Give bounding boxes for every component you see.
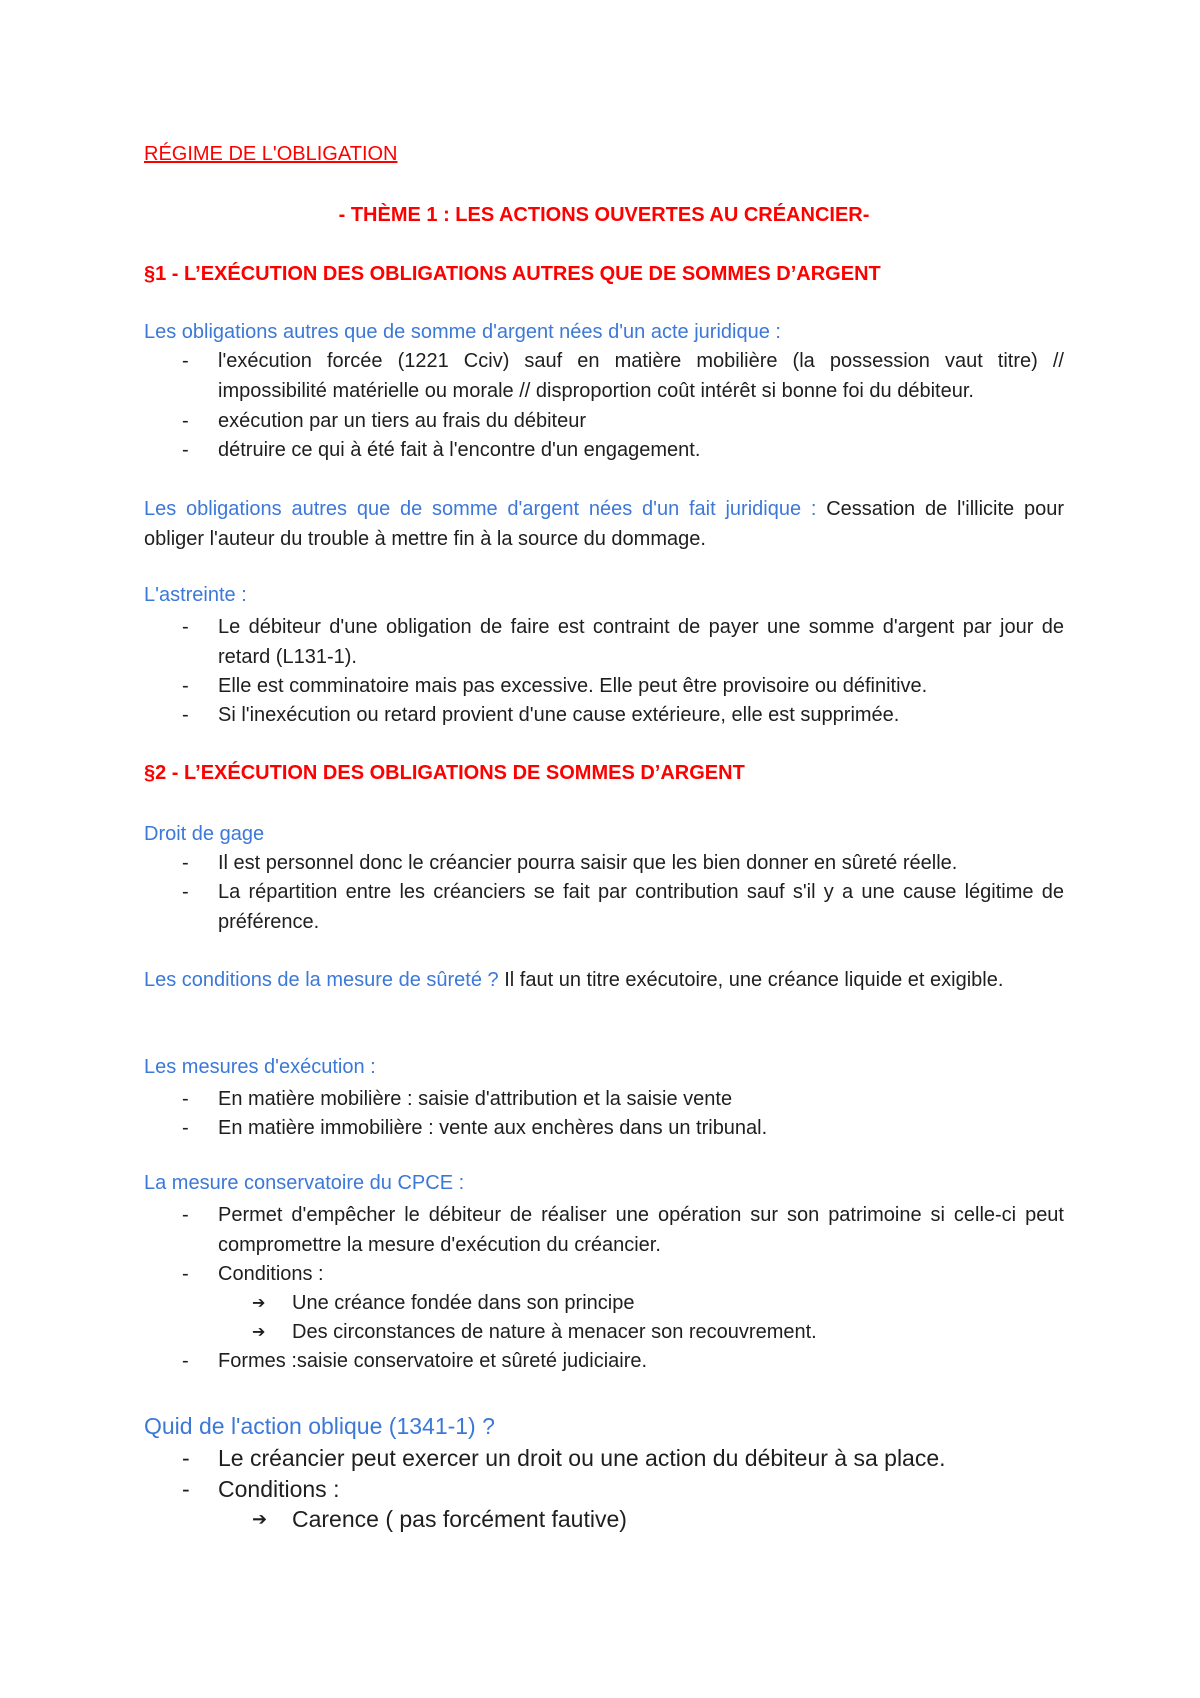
list-item-text: En matière mobilière : saisie d'attribution et la saisie vente [218,1088,733,1110]
sub-list-item-text: Une créance fondée dans son principe [292,1292,635,1314]
list-item [144,1114,1064,1144]
arrow-icon: ➔ [252,1295,266,1312]
bullet-dash: - [182,704,189,726]
fait-text: Cessation de l'illicite pour obliger l'auteur du trouble à mettre fin à la source du dommage. [144,498,1064,550]
bullet-dash: - [182,1263,189,1285]
list-item-text: Le créancier peut exercer un droit ou une action du débiteur à sa place. [218,1445,946,1471]
list-item [144,436,1064,466]
list-item [144,613,1064,672]
list-item [144,1085,1064,1115]
document-title: RÉGIME DE L'OBLIGATION [144,143,398,165]
list-item [144,878,1064,937]
list-item [144,1260,1064,1290]
theme-heading: - THÈME 1 : LES ACTIONS OUVERTES AU CRÉANCIER- [338,204,870,226]
bullet-dash: - [182,852,189,874]
sub-list-item [144,1318,1064,1348]
sub-list-item [144,1505,1064,1535]
arrow-icon: ➔ [252,1324,266,1341]
list-item [144,1201,1064,1260]
gage-heading: Droit de gage [144,823,265,845]
list-item-text: Conditions : [218,1476,340,1502]
list-item [144,407,1064,437]
arrow-icon: ➔ [252,1509,268,1529]
conditions-text: Il faut un titre exécutoire, une créance liquide et exigible. [504,969,1004,991]
list-item [144,672,1064,702]
list-item-text: Le débiteur d'une obligation de faire est contraint de payer une somme d'argent par jour de retard (L131-1). [218,616,1064,668]
list-item-text: Elle est comminatoire mais pas excessive. Elle peut être provisoire ou définitive. [218,675,928,697]
list-item-text: Formes :saisie conservatoire et sûreté judiciaire. [218,1350,648,1372]
bullet-dash: - [182,439,189,461]
list-item [144,1474,1064,1505]
sub-list-item-text: Carence ( pas forcément fautive) [292,1506,627,1532]
sub-list-item-text: Des circonstances de nature à menacer son recouvrement. [292,1321,817,1343]
list-item-text: détruire ce qui à été fait à l'encontre d'un engagement. [218,439,701,461]
list-item [144,701,1064,731]
list-item-text: La répartition entre les créanciers se fait par contribution sauf s'il y a une cause légitime de préférence. [218,881,1064,933]
list-item-text: Si l'inexécution ou retard provient d'une cause extérieure, elle est supprimée. [218,704,900,726]
conditions-paragraph [144,966,1064,996]
bullet-dash: - [182,1088,189,1110]
bullet-dash: - [182,881,189,903]
list-item-text: exécution par un tiers au frais du débiteur [218,410,586,432]
cpce-heading: La mesure conservatoire du CPCE : [144,1172,465,1194]
list-item [144,849,1064,879]
list-item [144,1443,1064,1474]
bullet-dash: - [182,350,189,372]
bullet-dash: - [182,1117,189,1139]
list-item-text: En matière immobilière : vente aux enchères dans un tribunal. [218,1117,768,1139]
list-item-text: Permet d'empêcher le débiteur de réaliser une opération sur son patrimoine si celle-ci peut compromettre la mesure d'exécution du créancier. [218,1204,1064,1256]
conditions-heading: Les conditions de la mesure de sûreté ? [144,969,499,991]
astreinte-heading: L'astreinte : [144,584,247,606]
mesures-heading: Les mesures d'exécution : [144,1056,376,1078]
bullet-dash: - [182,410,189,432]
sub-list-item [144,1289,1064,1319]
fait-heading: Les obligations autres que de somme d'argent nées d'un fait juridique : [144,498,817,520]
bullet-dash: - [182,1476,190,1502]
bullet-dash: - [182,1204,189,1226]
fait-paragraph [144,495,1064,554]
oblique-heading: Quid de l'action oblique (1341-1) ? [144,1413,495,1439]
bullet-dash: - [182,675,189,697]
bullet-dash: - [182,616,189,638]
list-item-text: Il est personnel donc le créancier pourra saisir que les bien donner en sûreté réelle. [218,852,958,874]
section1-heading: §1 - L’EXÉCUTION DES OBLIGATIONS AUTRES QUE DE SOMMES D’ARGENT [144,263,881,285]
acte-heading: Les obligations autres que de somme d'argent nées d'un acte juridique : [144,321,781,343]
bullet-dash: - [182,1445,190,1471]
bullet-dash: - [182,1350,189,1372]
list-item-text: Conditions : [218,1263,324,1285]
list-item [144,1347,1064,1377]
section2-heading: §2 - L’EXÉCUTION DES OBLIGATIONS DE SOMMES D’ARGENT [144,762,745,784]
list-item-text: l'exécution forcée (1221 Cciv) sauf en matière mobilière (la possession vaut titre) // impossibilité matérielle ou morale // disproportion coût intérêt si bonne foi du débiteur. [218,350,1064,402]
list-item [144,347,1064,406]
